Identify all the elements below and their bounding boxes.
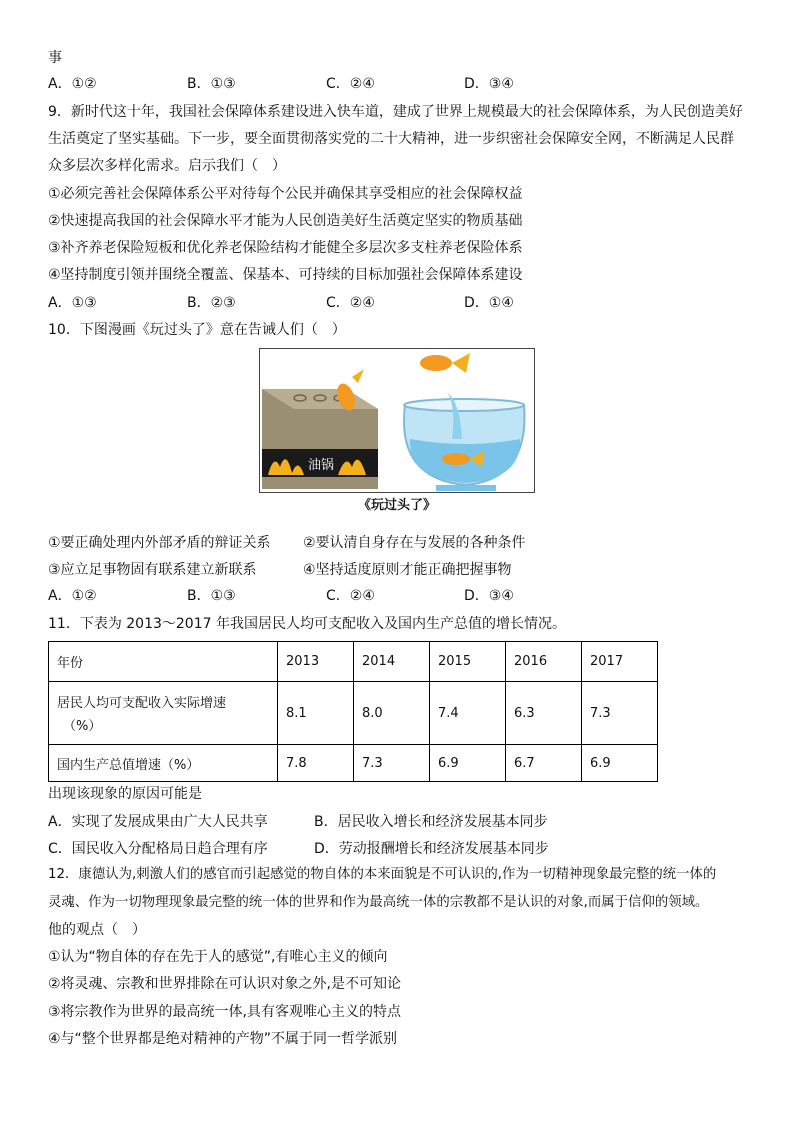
option-d: D．③④ — [464, 588, 514, 604]
q10-item-3: ③应立足事物固有联系建立新联系 — [48, 562, 257, 578]
option-b: B．②③ — [187, 295, 236, 311]
q11-options-row-2 — [48, 838, 748, 858]
q11-stem: 11．下表为 2013～2017 年我国居民人均可支配收入及国内生产总值的增长情况。 — [48, 616, 566, 632]
option-a: A．①② — [48, 76, 97, 92]
table-header-cell: 2013 — [278, 642, 354, 682]
q9-item-3: ③补齐养老保险短板和优化养老保险结构才能健全多层次多支柱养老保险体系 — [48, 240, 523, 256]
q12-stem-line-2: 灵魂、作为一切物理现象最完整的统一体的世界和作为最高统一体的宗教都不是认识的对象,而属于信仰的领域。 — [48, 895, 709, 910]
table-cell: 8.0 — [354, 682, 430, 745]
q12-item-1: ①认为“物自体的存在先于人的感觉”,有唯心主义的倾向 — [48, 949, 388, 965]
q9-stem-line-2: 生活奠定了坚实基础。下一步，要全面贯彻落实党的二十大精神，进一步织密社会保障安全网，不断满足人民群 — [48, 131, 734, 147]
option-b: B．居民收入增长和经济发展基本同步 — [314, 814, 548, 830]
oil-pan-label: 油锅 — [308, 458, 335, 473]
q10-item-1: ①要正确处理内外部矛盾的辩证关系 — [48, 535, 271, 551]
option-b: B．①③ — [187, 76, 236, 92]
table-cell: 6.9 — [430, 745, 506, 782]
table-header-cell: 2015 — [430, 642, 506, 682]
option-c: C．②④ — [326, 295, 375, 311]
option-a: A．实现了发展成果由广大人民共享 — [48, 814, 268, 830]
comic-illustration — [259, 348, 535, 493]
option-c: C．国民收入分配格局日趋合理有序 — [48, 841, 268, 857]
prev-question-tail: 事 — [48, 50, 62, 66]
q9-stem-line-3: 众多层次多样化需求。启示我们（ ） — [48, 158, 286, 174]
table-header-row — [49, 642, 658, 682]
row-label-line: （%） — [63, 719, 102, 734]
table-row — [49, 745, 658, 782]
table-header-cell: 年份 — [49, 642, 278, 682]
q12-item-3: ③将宗教作为世界的最高统一体,具有客观唯心主义的特点 — [48, 1004, 401, 1020]
q10-items-row-1 — [48, 532, 748, 552]
q11-followup: 出现该现象的原因可能是 — [48, 786, 202, 802]
q10-item-2: ②要认清自身存在与发展的各种条件 — [303, 535, 526, 551]
option-c: C．②④ — [326, 76, 375, 92]
table-cell: 8.1 — [278, 682, 354, 745]
bowl-rim — [404, 399, 524, 411]
q10-item-4: ④坚持适度原则才能正确把握事物 — [303, 562, 512, 578]
bowl-base — [436, 485, 496, 491]
q9-item-1: ①必须完善社会保障体系公平对待每个公民并确保其享受相应的社会保障权益 — [48, 186, 523, 202]
option-d: D．①④ — [464, 295, 514, 311]
q12-stem-line-1: 12．康德认为,刺激人们的感官而引起感觉的物自体的本来面貌是不可认识的,作为一切精神现象最完整的统一体的 — [48, 867, 717, 882]
table-cell: 7.4 — [430, 682, 506, 745]
table-cell: 7.3 — [582, 682, 658, 745]
option-c: C．②④ — [326, 588, 375, 604]
q12-stem-line-3: 他的观点（ ） — [48, 922, 146, 938]
table-row-label — [49, 682, 278, 745]
row-label-line: 居民人均可支配收入实际增速 — [57, 696, 227, 711]
comic-caption: 《玩过头了》 — [357, 498, 436, 513]
option-b: B．①③ — [187, 588, 236, 604]
q9-item-4: ④坚持制度引领并围绕全覆盖、保基本、可持续的目标加强社会保障体系建设 — [48, 267, 523, 283]
q9-stem-line-1: 9．新时代这十年，我国社会保障体系建设进入快车道，建成了世界上规模最大的社会保障体系，为人民创造美好 — [48, 104, 743, 120]
table-row — [49, 682, 658, 745]
q10-items-row-2 — [48, 559, 748, 579]
q9-item-2: ②快速提高我国的社会保障水平才能为人民创造美好生活奠定坚实的物质基础 — [48, 213, 523, 229]
table-header-cell: 2016 — [506, 642, 582, 682]
table-row-label: 国内生产总值增速（%） — [49, 745, 278, 782]
option-d: D．劳动报酬增长和经济发展基本同步 — [314, 841, 549, 857]
table-cell: 6.9 — [582, 745, 658, 782]
q12-item-2: ②将灵魂、宗教和世界排除在可认识对象之外,是不可知论 — [48, 976, 401, 992]
comic-drawing — [260, 349, 534, 492]
option-a: A．①③ — [48, 295, 97, 311]
fish-leaping — [420, 353, 470, 373]
option-d: D．③④ — [464, 76, 514, 92]
table-cell: 7.3 — [354, 745, 430, 782]
option-a: A．①② — [48, 588, 97, 604]
q11-options-row-1 — [48, 811, 748, 831]
q10-stem: 10．下图漫画《玩过头了》意在告诫人们（ ） — [48, 322, 346, 338]
table-header-cell: 2014 — [354, 642, 430, 682]
table-cell: 6.7 — [506, 745, 582, 782]
table-cell: 6.3 — [506, 682, 582, 745]
table-header-cell: 2017 — [582, 642, 658, 682]
q12-item-4: ④与“整个世界都是绝对精神的产物”不属于同一哲学派别 — [48, 1031, 398, 1047]
growth-table — [48, 641, 658, 782]
table-cell: 7.8 — [278, 745, 354, 782]
